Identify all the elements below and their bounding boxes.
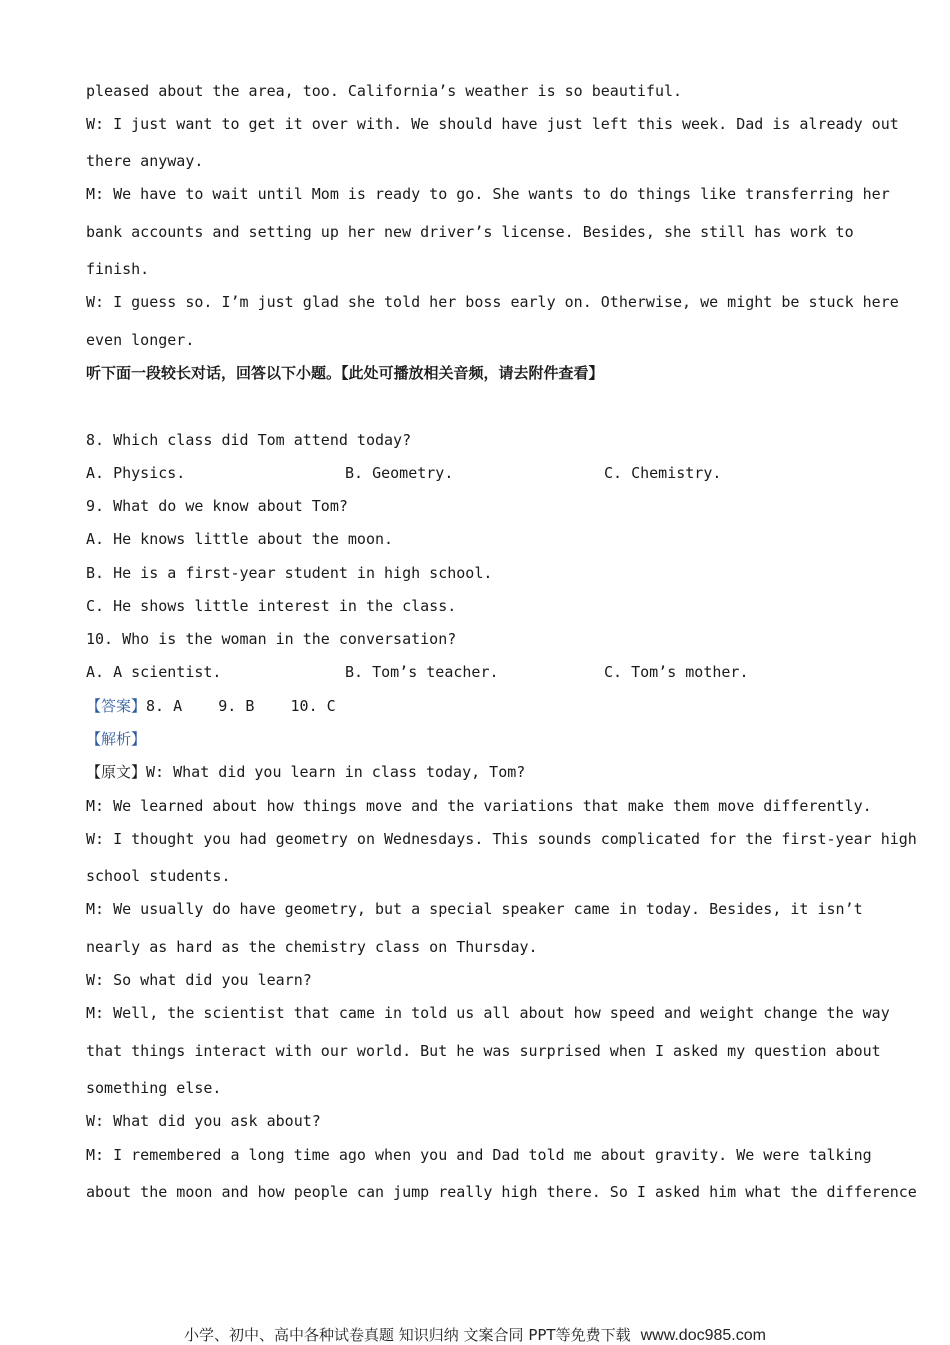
transcript-line: about the moon and how people can jump really high there. So I asked him what the difference bbox=[86, 1183, 917, 1201]
transcript-line: something else. bbox=[86, 1079, 222, 1097]
transcript-line: M: I remembered a long time ago when you and Dad told me about gravity. We were talking bbox=[86, 1146, 872, 1164]
answer-label: 【答案】 bbox=[86, 697, 147, 715]
transcript-line: W: I thought you had geometry on Wednesdays. This sounds complicated for the first-year high bbox=[86, 830, 917, 848]
passage-line: W: I guess so. I’m just glad she told her boss early on. Otherwise, we might be stuck here bbox=[86, 293, 899, 311]
transcript-line: W: What did you ask about? bbox=[86, 1112, 321, 1130]
answer-line bbox=[86, 696, 336, 716]
question-stem: 9. What do we know about Tom? bbox=[86, 497, 348, 515]
transcript-line: nearly as hard as the chemistry class on Thursday. bbox=[86, 938, 538, 956]
footer-text: 小学、初中、高中各种试卷真题 知识归纳 文案合同 PPT等免费下载 bbox=[184, 1326, 631, 1344]
footer-link[interactable]: www.doc985.com bbox=[640, 1327, 766, 1344]
option-c: C. He shows little interest in the class. bbox=[86, 597, 457, 615]
transcript-line: school students. bbox=[86, 867, 231, 885]
transcript-line: W: So what did you learn? bbox=[86, 971, 312, 989]
option-c: C. Tom’s mother. bbox=[604, 663, 749, 681]
transcript-text: W: What did you learn in class today, Tom? bbox=[146, 763, 526, 781]
option-a: A. A scientist. bbox=[86, 663, 222, 681]
transcript-line: M: We usually do have geometry, but a special speaker came in today. Besides, it isn’t bbox=[86, 900, 863, 918]
transcript-line: M: We learned about how things move and the variations that make them move differently. bbox=[86, 797, 872, 815]
analysis-label: 【解析】 bbox=[86, 730, 147, 748]
transcript-line: M: Well, the scientist that came in told us all about how speed and weight change the way bbox=[86, 1004, 890, 1022]
transcript-line bbox=[86, 762, 525, 782]
passage-line: there anyway. bbox=[86, 152, 204, 170]
analysis-line bbox=[86, 729, 146, 749]
option-a: A. Physics. bbox=[86, 464, 186, 482]
passage-line: even longer. bbox=[86, 331, 195, 349]
listening-instruction: 听下面一段较长对话，回答以下小题。【此处可播放相关音频，请去附件查看】 bbox=[86, 364, 604, 382]
passage-line: W: I just want to get it over with. We should have just left this week. Dad is already out bbox=[86, 115, 899, 133]
question-stem: 8. Which class did Tom attend today? bbox=[86, 431, 412, 449]
transcript-line: that things interact with our world. But he was surprised when I asked my question about bbox=[86, 1042, 881, 1060]
option-a: A. He knows little about the moon. bbox=[86, 530, 394, 548]
passage-line: bank accounts and setting up her new driver’s license. Besides, she still has work to bbox=[86, 223, 854, 241]
original-label: 【原文】 bbox=[86, 763, 147, 781]
question-stem: 10. Who is the woman in the conversation? bbox=[86, 630, 457, 648]
page-footer bbox=[0, 1324, 950, 1345]
passage-line: M: We have to wait until Mom is ready to go. She wants to do things like transferring her bbox=[86, 185, 890, 203]
passage-line: finish. bbox=[86, 260, 150, 278]
option-c: C. Chemistry. bbox=[604, 464, 722, 482]
option-b: B. Tom’s teacher. bbox=[345, 663, 499, 681]
passage-line: pleased about the area, too. California’s weather is so beautiful. bbox=[86, 82, 683, 100]
option-b: B. Geometry. bbox=[345, 464, 454, 482]
answer-text: 8. A 9. B 10. C bbox=[146, 697, 336, 715]
option-b: B. He is a first-year student in high school. bbox=[86, 564, 493, 582]
